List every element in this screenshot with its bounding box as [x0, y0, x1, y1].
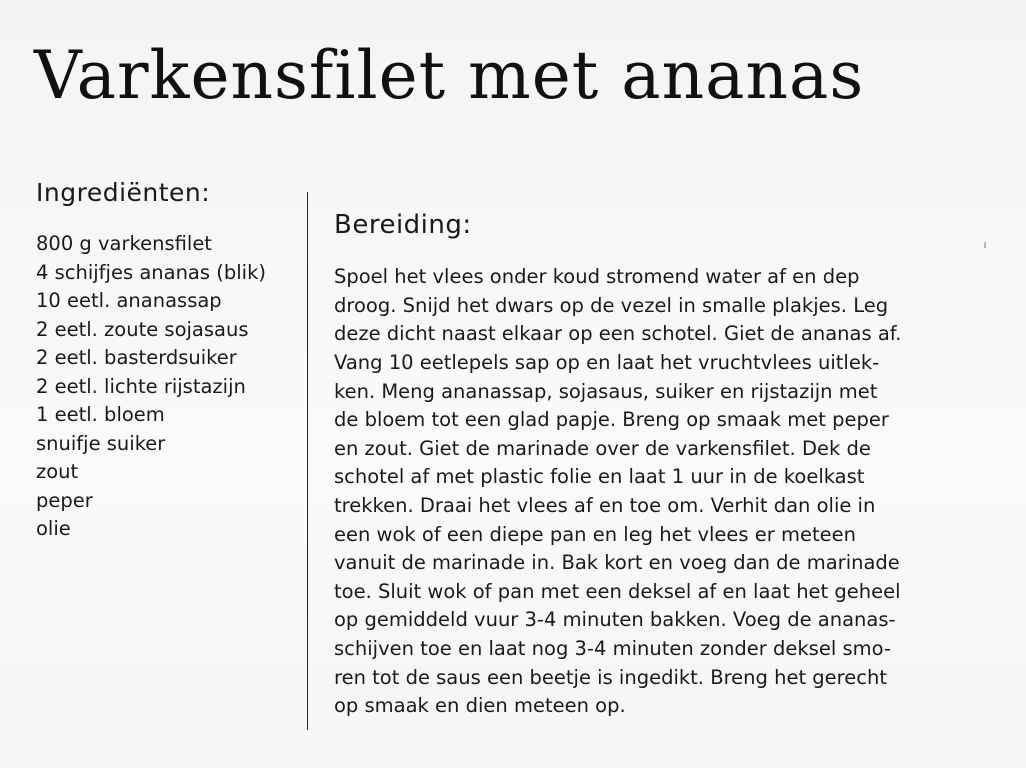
- preparation-line: de bloem tot een glad papje. Breng op smaak met peper: [334, 408, 889, 432]
- preparation-line: op smaak en dien meteen op.: [334, 694, 626, 718]
- preparation-line: ken. Meng ananassap, sojasaus, suiker en rijstazijn met: [334, 379, 878, 403]
- preparation-section: [334, 210, 974, 721]
- ingredient-item: 2 eetl. lichte rijstazijn: [36, 374, 246, 398]
- preparation-line: toe. Sluit wok of pan met een deksel af en laat het geheel: [334, 579, 901, 603]
- ingredient-item: 10 eetl. ananassap: [36, 289, 222, 312]
- preparation-heading: Bereiding:: [334, 210, 472, 240]
- preparation-line: droog. Snijd het dwars op de vezel in smalle plakjes. Leg: [334, 293, 889, 317]
- recipe-title: Varkensfilet met ananas: [34, 37, 865, 114]
- preparation-line: Spoel het vlees onder koud stromend water af en dep: [334, 265, 860, 289]
- preparation-line: een wok of een diepe pan en leg het vlees er meteen: [334, 522, 856, 546]
- ingredient-item: olie: [36, 517, 71, 540]
- preparation-line: trekken. Draai het vlees af en toe om. Verhit dan olie in: [334, 493, 876, 517]
- ingredient-item: peper: [36, 488, 93, 512]
- preparation-line: en zout. Giet de marinade over de varkensfilet. Dek de: [334, 436, 871, 460]
- preparation-line: Vang 10 eetlepels sap op en laat het vruchtvlees uitlek-: [334, 350, 880, 374]
- preparation-line: ren tot de saus een beetje is ingedikt. Breng het gerecht: [334, 665, 887, 689]
- preparation-line: schotel af met plastic folie en laat 1 uur in de koelkast: [334, 465, 865, 489]
- ingredient-item: zout: [36, 460, 79, 483]
- ingredient-item: snuifje suiker: [36, 431, 166, 455]
- column-divider: [307, 192, 308, 730]
- preparation-line: schijven toe en laat nog 3-4 minuten zonder deksel smo-: [334, 636, 891, 660]
- paper-speck: [984, 242, 986, 248]
- ingredient-item: 800 g varkensfilet: [36, 232, 212, 255]
- ingredient-item: 4 schijfjes ananas (blik): [36, 260, 266, 284]
- preparation-line: vanuit de marinade in. Bak kort en voeg dan de marinade: [334, 551, 900, 575]
- ingredients-section: [36, 178, 298, 544]
- ingredient-item: 2 eetl. zoute sojasaus: [36, 317, 249, 341]
- ingredient-item: 2 eetl. basterdsuiker: [36, 346, 237, 369]
- ingredients-heading: Ingrediënten:: [36, 178, 211, 207]
- ingredients-list: [36, 230, 298, 544]
- ingredient-item: 1 eetl. bloem: [36, 403, 165, 426]
- preparation-text: [334, 263, 974, 721]
- preparation-line: deze dicht naast elkaar op een schotel. Giet de ananas af.: [334, 322, 902, 346]
- preparation-line: op gemiddeld vuur 3-4 minuten bakken. Voeg de ananas-: [334, 608, 896, 632]
